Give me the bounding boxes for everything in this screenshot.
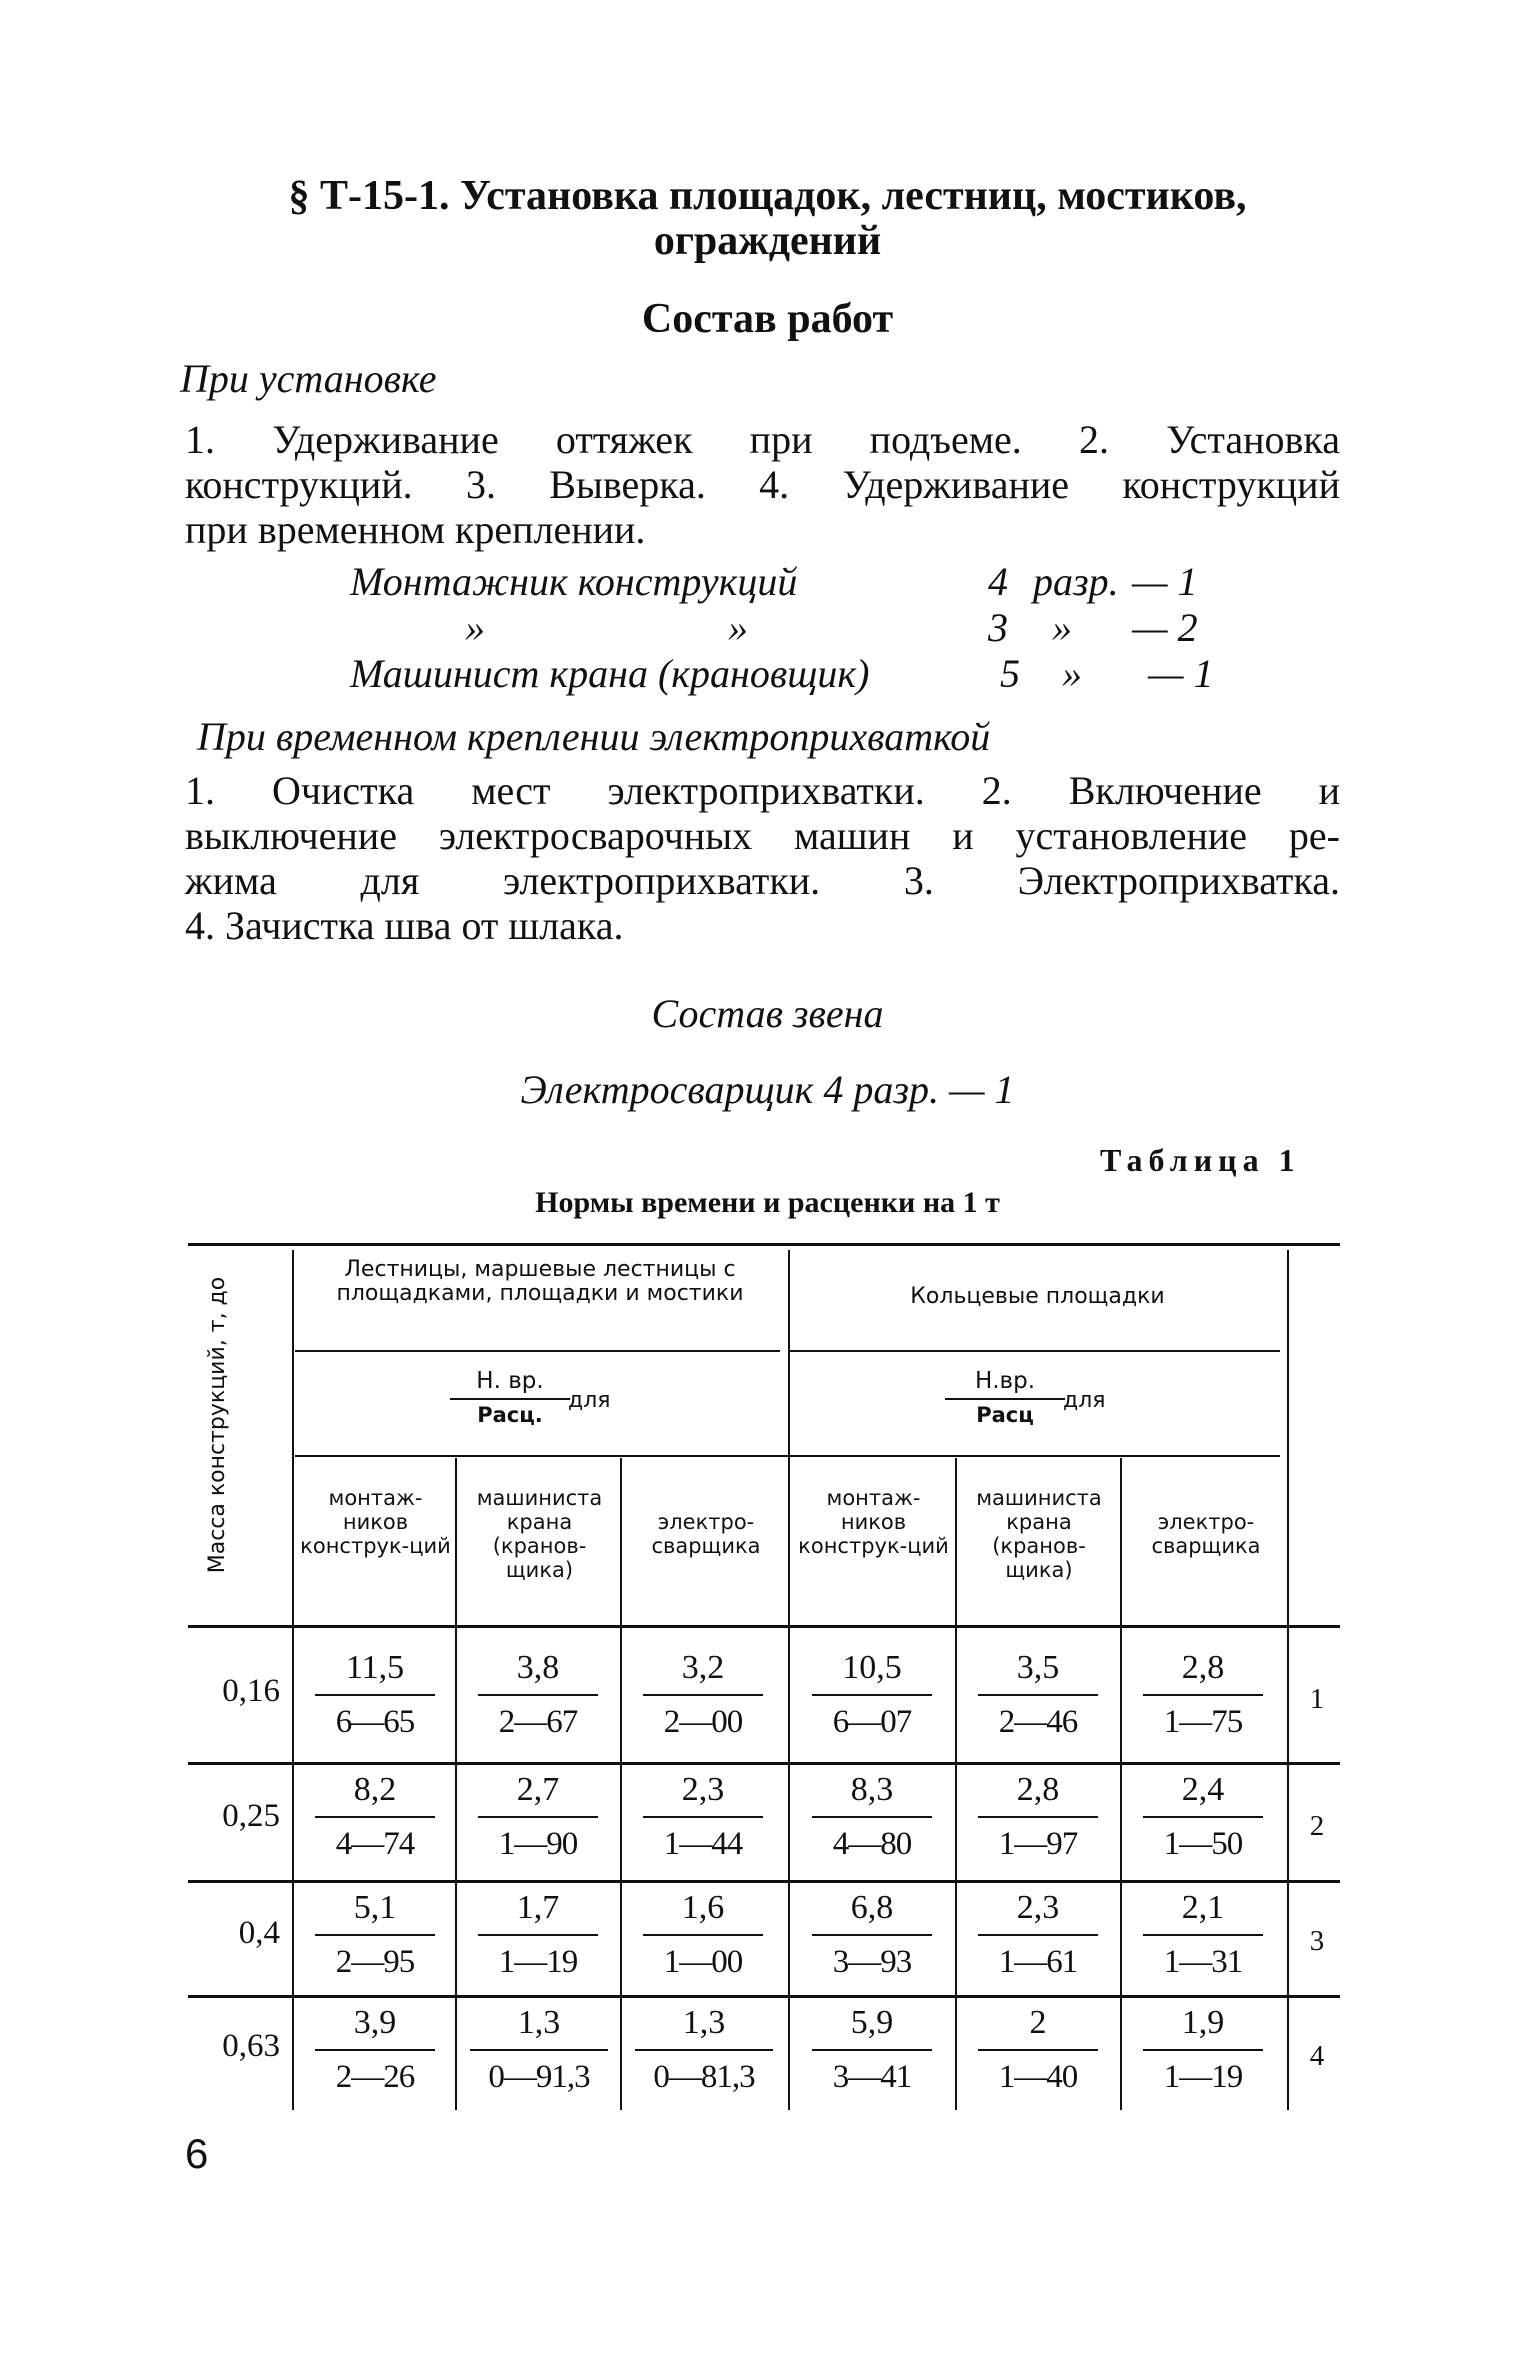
paragraph-line: 4. Зачистка шва от шлака.	[185, 903, 624, 948]
team-composition: Электросварщик 4 разр. — 1	[520, 1067, 1015, 1112]
table-cell: 1,3 0—81,3	[635, 2003, 773, 2097]
table-cell: 3,9 2—26	[315, 2003, 435, 2097]
column-rule	[788, 1250, 790, 2110]
mass-value: 0,4	[238, 1915, 280, 1951]
for-label: для	[568, 1388, 611, 1413]
column-rule	[455, 1458, 457, 2110]
paragraph-line: 1. Удерживание оттяжек при подъеме. 2. Установка	[185, 417, 1340, 462]
row-number: 2	[1309, 1810, 1325, 1842]
norm-label: Н. вр.	[450, 1368, 570, 1400]
crew-count: — 1	[1132, 559, 1198, 604]
norm-rate-fraction	[450, 1368, 611, 1427]
table-cell: 2,3 1—44	[643, 1770, 763, 1864]
installation-paragraph	[185, 417, 1340, 552]
table-cell: 3,2 2—00	[643, 1648, 763, 1742]
table-cell: 8,2 4—74	[315, 1770, 435, 1864]
page-number: 6	[185, 2130, 209, 2177]
column-rule	[620, 1458, 622, 2110]
row-number: 4	[1309, 2040, 1325, 2072]
welding-label: При временном креплении электроприхваткой	[197, 714, 991, 759]
table-cell: 2,8 1—75	[1143, 1648, 1263, 1742]
row-rule	[188, 1762, 1340, 1765]
table-cell: 6,8 3—93	[812, 1888, 932, 1982]
col-header-welder: электро-сварщика	[651, 1510, 761, 1558]
table-caption: Нормы времени и расценки на 1 т	[535, 1186, 1000, 1219]
crew-unit: »	[1052, 605, 1072, 650]
column-rule	[1120, 1458, 1122, 2110]
group-header-stairs: Лестницы, маршевые лестницы с площадками, площадки и мостики	[336, 1257, 744, 1306]
crew-role: Машинист крана (крановщик)	[350, 651, 870, 696]
row-number: 1	[1309, 1683, 1325, 1715]
rate-label: Расц	[976, 1403, 1034, 1427]
crew-grade: 4	[988, 559, 1008, 604]
table-cell: 3,5 2—46	[978, 1648, 1098, 1742]
rate-label: Расц.	[477, 1403, 543, 1427]
column-rule	[1287, 1250, 1289, 2110]
crew-count: — 1	[1148, 651, 1214, 696]
table-cell: 10,5 6—07	[812, 1648, 932, 1742]
section-title: § Т-15-1. Установка площадок, лестниц, мостиков,	[288, 173, 1247, 219]
table-cell: 5,9 3—41	[812, 2003, 932, 2097]
table-cell: 2,4 1—50	[1143, 1770, 1263, 1864]
table-cell: 1,3 0—91,3	[470, 2003, 608, 2097]
mass-value: 0,16	[222, 1673, 280, 1709]
crew-grade: 5	[1000, 651, 1020, 696]
norm-label: Н.вр.	[945, 1368, 1065, 1400]
group-header-ring-platforms: Кольцевые площадки	[910, 1284, 1165, 1309]
mass-value: 0,63	[222, 2028, 280, 2064]
row-number: 3	[1309, 1925, 1325, 1957]
row-rule	[188, 1995, 1340, 1998]
table-cell: 2,3 1—61	[978, 1888, 1098, 1982]
for-label: для	[1063, 1388, 1106, 1413]
table-cell: 1,7 1—19	[478, 1888, 598, 1982]
table-cell: 2,7 1—90	[478, 1770, 598, 1864]
table-label: Таблица 1	[1100, 1142, 1301, 1178]
crew-unit: »	[1062, 651, 1082, 696]
mass-column-header: Масса конструкций, т, до	[205, 1276, 230, 1574]
table-cell: 3,8 2—67	[478, 1648, 598, 1742]
col-header-crane-operator: машиниста крана (кранов-щика)	[976, 1486, 1102, 1582]
mass-value: 0,25	[222, 1798, 280, 1834]
crew-count: — 2	[1132, 605, 1198, 650]
section-title-continued: ограждений	[653, 218, 882, 264]
work-composition-heading: Состав работ	[641, 296, 894, 342]
paragraph-line: жима для электроприхватки. 3. Электроприхватка.	[185, 858, 1340, 903]
table-cell: 1,6 1—00	[643, 1888, 763, 1982]
col-header-crane-operator: машиниста крана (кранов-щика)	[476, 1486, 603, 1582]
paragraph-line: при временном креплении.	[185, 507, 646, 552]
header-bottom-rule	[188, 1625, 1340, 1628]
welding-paragraph	[185, 768, 1340, 948]
table-cell: 2,1 1—31	[1143, 1888, 1263, 1982]
crew-grade: 3	[988, 605, 1008, 650]
col-header-assemblers: монтаж-ников конструк-ций	[798, 1486, 949, 1558]
crew-role: Монтажник конструкций	[350, 559, 798, 604]
paragraph-line: конструкций. 3. Выверка. 4. Удерживание конструкций	[185, 462, 1340, 507]
table-top-rule	[188, 1243, 1340, 1246]
table-cell: 1,9 1—19	[1143, 2003, 1263, 2097]
paragraph-line: выключение электросварочных машин и установление ре-	[185, 813, 1340, 858]
header-rule	[295, 1350, 780, 1352]
header-rule	[790, 1350, 1280, 1352]
column-rule	[292, 1250, 294, 2110]
crew-unit: разр.	[1033, 559, 1119, 604]
table-cell: 11,5 6—65	[315, 1648, 435, 1742]
col-header-welder: электро-сварщика	[1151, 1510, 1261, 1558]
team-heading: Состав звена	[651, 991, 884, 1036]
paragraph-line: 1. Очистка мест электроприхватки. 2. Включение и	[185, 768, 1340, 813]
crew-role-ditto: »	[465, 605, 485, 650]
col-header-assemblers: монтаж-ников конструк-ций	[300, 1486, 451, 1558]
crew-role-ditto: »	[728, 605, 748, 650]
table-cell: 2 1—40	[978, 2003, 1098, 2097]
table-cell: 2,8 1—97	[978, 1770, 1098, 1864]
table-cell: 8,3 4—80	[812, 1770, 932, 1864]
installation-label: При установке	[180, 356, 437, 401]
table-cell: 5,1 2—95	[315, 1888, 435, 1982]
norm-rate-fraction	[945, 1368, 1106, 1427]
column-rule	[955, 1458, 957, 2110]
row-rule	[188, 1880, 1340, 1883]
